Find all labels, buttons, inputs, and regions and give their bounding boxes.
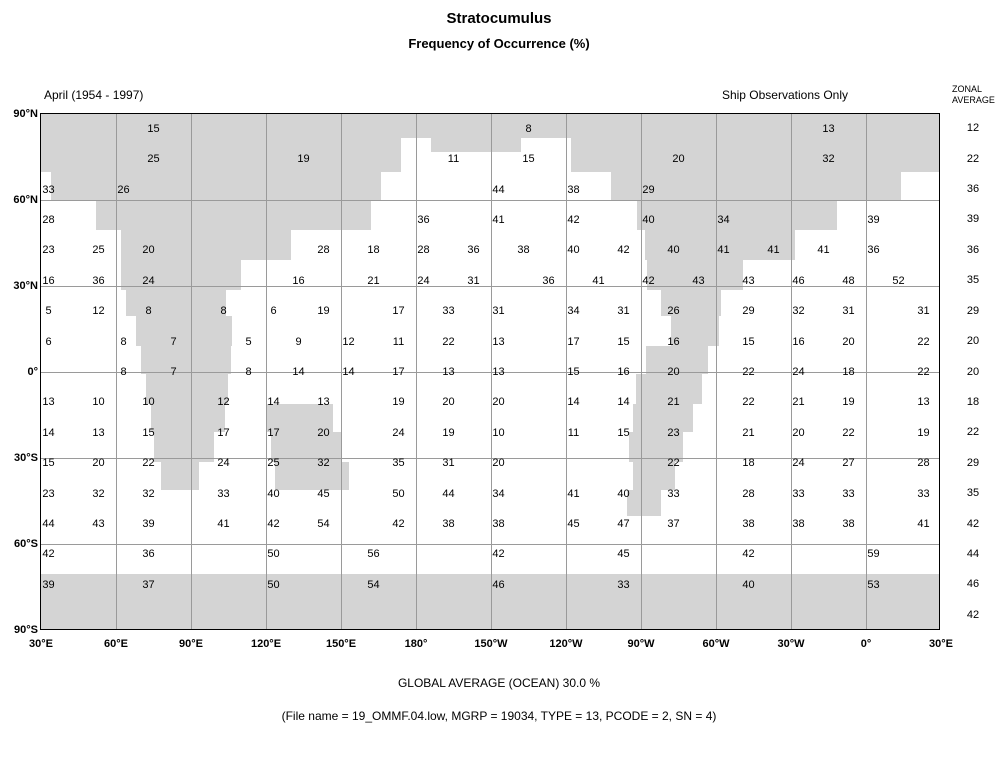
y-tick-90n: 90°N [13,108,38,120]
map-cell-value: 24 [217,457,230,470]
map-cell-value: 8 [245,366,252,378]
map-cell-value: 8 [145,305,152,318]
gridline-horizontal [41,200,939,201]
map-cell-value: 40 [667,244,680,257]
map-cell-value: 10 [92,396,105,409]
x-tick-90w: 90°W [627,638,655,650]
map-cell-value: 32 [92,487,105,500]
map-cell-value: 22 [742,396,755,409]
y-tick-0: 0° [27,366,38,378]
zonal-average-value: 29 [966,304,980,317]
map-cell-value: 14 [342,366,355,378]
source-label: Ship Observations Only [721,88,848,102]
map-cell-value: 31 [492,305,505,318]
map-cell-value: 28 [742,487,755,500]
zonal-average-header-line2: AVERAGE [952,95,995,105]
zonal-average-value: 22 [966,152,980,165]
map-cell-value: 31 [617,305,630,318]
map-cell-value: 41 [767,244,780,257]
map-cell-value: 39 [867,213,880,226]
map-cell-value: 32 [142,487,155,500]
map-cell-value: 15 [617,426,630,439]
map-cell-value: 14 [42,426,55,439]
map-cell-value: 14 [617,396,630,409]
map-cell-value: 15 [742,335,755,348]
map-cell-value: 15 [147,122,160,135]
map-cell-value: 16 [42,274,55,287]
y-tick-30n: 30°N [13,280,38,292]
map-cell-value: 41 [592,274,605,287]
map-cell-value: 36 [542,274,555,287]
x-tick-90e: 90°E [179,638,203,650]
map-cell-value: 33 [617,578,630,591]
zonal-average-value: 12 [966,122,980,135]
map-cell-value: 42 [567,213,580,226]
map-cell-value: 8 [220,305,227,318]
map-cell-value: 23 [42,487,55,500]
map-cell-value: 50 [392,487,405,500]
zonal-average-value: 36 [966,183,980,196]
map-cell-value: 38 [492,518,505,531]
map-cell-value: 38 [742,518,755,531]
map-cell-value: 36 [417,213,430,226]
map-cell-value: 33 [917,487,930,500]
map-cell-value: 24 [142,274,155,287]
map-cell-value: 18 [842,366,855,378]
map-cell-value: 40 [742,578,755,591]
map-cell-value: 7 [170,335,177,348]
map-cell-value: 13 [917,396,930,409]
map-cell-value: 20 [792,426,805,439]
map-cell-value: 33 [217,487,230,500]
map-cell-value: 59 [867,548,880,561]
map-cell-value: 54 [317,518,330,531]
map-cell-value: 44 [42,518,55,531]
map-cell-value: 20 [492,457,505,470]
map-cell-value: 17 [567,335,580,348]
map-cell-value: 13 [492,366,505,378]
map-cell-value: 24 [792,366,805,378]
x-tick-60e: 60°E [104,638,128,650]
x-tick-180: 180° [404,638,428,650]
map-cell-value: 37 [142,578,155,591]
map-cell-value: 16 [792,335,805,348]
map-cell-value: 44 [442,487,455,500]
map-cell-value: 29 [642,183,655,196]
map-cell-value: 36 [142,548,155,561]
x-tick-30e-right: 30°E [929,638,953,650]
map-cell-value: 33 [42,183,55,196]
map-cell-value: 11 [447,153,460,166]
map-cell-value: 42 [742,548,755,561]
x-tick-0: 0° [860,638,872,650]
map-cell-value: 22 [842,426,855,439]
map-cell-value: 21 [742,426,755,439]
map-cell-value: 5 [45,305,52,318]
map-cell-value: 16 [667,335,680,348]
map-cell-value: 20 [92,457,105,470]
map-cell-value: 50 [267,548,280,561]
map-cell-value: 23 [42,244,55,257]
land-mass [637,200,837,230]
zonal-average-value: 18 [966,395,980,408]
map-cell-value: 15 [42,457,55,470]
map-cell-value: 20 [317,426,330,439]
map-cell-value: 41 [492,213,505,226]
x-tick-120w: 120°W [549,638,583,650]
x-tick-60w: 60°W [702,638,730,650]
map-cell-value: 21 [367,274,380,287]
map-cell-value: 38 [792,518,805,531]
map-cell-value: 40 [642,213,655,226]
map-cell-value: 22 [442,335,455,348]
map-cell-value: 56 [367,548,380,561]
map-cell-value: 42 [267,518,280,531]
map-cell-value: 34 [492,487,505,500]
map-cell-value: 13 [822,122,835,135]
land-mass [96,200,371,230]
map-cell-value: 41 [217,518,230,531]
map-cell-value: 12 [217,396,230,409]
map-cell-value: 38 [842,518,855,531]
map-cell-value: 10 [492,426,505,439]
map-cell-value: 50 [267,578,280,591]
gridline-horizontal [41,544,939,545]
map-cell-value: 39 [142,518,155,531]
map-cell-value: 25 [92,244,105,257]
map-cell-value: 52 [892,274,905,287]
map-cell-value: 8 [525,122,532,135]
map-cell-value: 42 [642,274,655,287]
map-cell-value: 34 [717,213,730,226]
map-cell-value: 38 [517,244,530,257]
period-label: April (1954 - 1997) [44,88,144,102]
zonal-average-value: 35 [966,487,980,500]
map-cell-value: 15 [522,153,535,166]
map-cell-value: 6 [270,305,277,318]
map-cell-value: 33 [842,487,855,500]
map-cell-value: 17 [217,426,230,439]
map-cell-value [936,215,941,226]
x-tick-150w: 150°W [474,638,508,650]
map-cell-value: 24 [417,274,430,287]
map-cell-value: 20 [842,335,855,348]
x-tick-150e: 150°E [325,638,357,650]
map-cell-value: 38 [567,183,580,196]
map-cell-value: 33 [792,487,805,500]
map-cell-value: 20 [667,366,680,378]
map-cell-value: 26 [117,183,130,196]
map-cell-value: 33 [667,487,680,500]
map-cell-value: 25 [147,153,160,166]
map-cell-value: 13 [492,335,505,348]
map-cell-value: 20 [672,153,685,166]
y-tick-60n: 60°N [13,194,38,206]
zonal-average-value: 36 [966,243,980,256]
map-cell-value: 42 [617,244,630,257]
map-cell-value: 6 [45,335,52,348]
map-cell-value: 19 [842,396,855,409]
map-cell-value: 19 [442,426,455,439]
map-cell-value: 17 [392,305,405,318]
x-tick-30e-left: 30°E [29,638,53,650]
map-cell-value: 40 [267,487,280,500]
map-cell-value: 31 [467,274,480,287]
zonal-average-header [952,84,998,106]
map-cell-value: 19 [917,426,930,439]
map-cell-value: 35 [392,457,405,470]
zonal-average-value: 22 [966,426,980,439]
map-cell-value: 25 [267,457,280,470]
map-cell-value: 31 [917,305,930,318]
land-mass [41,138,401,172]
map-cell-value: 32 [317,457,330,470]
map-cell-value: 22 [667,457,680,470]
map-cell-value: 38 [442,518,455,531]
map-cell-value: 42 [392,518,405,531]
map-cell-value: 22 [142,457,155,470]
map-cell-value: 53 [867,578,880,591]
land-mass [431,138,521,152]
map-cell-value: 24 [792,457,805,470]
file-name-label: (File name = 19_OMMF.04.low, MGRP = 19034, TYPE = 13, PCODE = 2, SN = 4) [281,709,717,723]
map-cell-value: 13 [92,426,105,439]
map-cell-value: 20 [442,396,455,409]
map-cell-value: 45 [567,518,580,531]
zonal-average-value: 35 [966,274,980,287]
map-cell-value: 11 [392,335,405,348]
map-cell-value: 40 [617,487,630,500]
map-cell-value: 7 [170,366,177,378]
map-cell-value: 36 [467,244,480,257]
zonal-average-value: 42 [966,517,980,530]
map-cell-value: 12 [92,305,105,318]
x-tick-120e: 120°E [250,638,282,650]
map-cell-value: 19 [297,153,310,166]
map-cell-value: 45 [617,548,630,561]
map-cell-value: 34 [567,305,580,318]
map-cell-value: 41 [717,244,730,257]
map-cell-value: 15 [142,426,155,439]
map-cell-value: 14 [567,396,580,409]
zonal-average-value: 44 [966,547,980,560]
map-cell-value: 23 [667,426,680,439]
map-cell-value: 11 [567,426,580,439]
map-cell-value: 29 [742,305,755,318]
map-cell-value: 14 [292,366,305,378]
map-cell-value: 42 [492,548,505,561]
map-cell-value: 42 [42,548,55,561]
zonal-average-value: 42 [966,608,980,621]
map-cell-value: 39 [42,578,55,591]
map-cell-value: 21 [667,396,680,409]
map-cell-value: 5 [245,335,252,348]
map-cell-value: 36 [92,274,105,287]
map-cell-value: 43 [92,518,105,531]
map-cell-value: 21 [792,396,805,409]
map-cell-value: 10 [142,396,155,409]
zonal-average-value: 46 [966,578,980,591]
zonal-average-value: 20 [966,335,980,348]
map-cell-value: 33 [442,305,455,318]
map-cell-value [936,185,941,196]
land-mass [161,462,199,490]
map-cell-value: 28 [417,244,430,257]
map-cell-value: 26 [667,305,680,318]
map-cell-value: 15 [567,366,580,378]
map-cell-value: 45 [317,487,330,500]
map-cell-value: 46 [792,274,805,287]
map-cell-value: 20 [492,396,505,409]
map-cell-value: 37 [667,518,680,531]
map-cell-value: 36 [867,244,880,257]
zonal-average-value: 39 [966,213,980,226]
map-cell-value: 41 [817,244,830,257]
map-cell-value: 48 [842,274,855,287]
map-cell-value: 20 [142,244,155,257]
y-tick-30s: 30°S [14,452,38,464]
map-cell-value: 31 [442,457,455,470]
map-cell-value: 44 [492,183,505,196]
map-cell-value: 32 [792,305,805,318]
world-map-heatmap [40,113,940,630]
land-mass [51,172,381,200]
map-cell-value: 22 [917,366,930,378]
zonal-average-value: 20 [966,365,980,378]
global-average-label: GLOBAL AVERAGE (OCEAN) 30.0 % [397,676,601,690]
map-cell-value: 19 [392,396,405,409]
map-cell-value: 28 [42,213,55,226]
map-cell-value: 12 [342,335,355,348]
map-cell-value: 9 [295,335,302,348]
map-cell-value: 18 [367,244,380,257]
map-cell-value: 54 [367,578,380,591]
y-tick-90s: 90°S [14,624,38,636]
map-cell-value: 13 [317,396,330,409]
map-cell-value: 13 [42,396,55,409]
zonal-average-header-line1: ZONAL [952,84,983,94]
page-subtitle: Frequency of Occurrence (%) [408,36,590,51]
land-mass [571,138,940,172]
map-cell-value: 32 [822,153,835,166]
map-cell-value: 27 [842,457,855,470]
map-cell-value: 17 [267,426,280,439]
map-cell-value: 43 [692,274,705,287]
map-cell-value: 40 [567,244,580,257]
map-cell-value: 22 [742,366,755,378]
map-cell-value: 15 [617,335,630,348]
map-cell-value: 31 [842,305,855,318]
map-cell-value: 43 [742,274,755,287]
page-title: Stratocumulus [446,10,552,27]
map-cell-value: 18 [742,457,755,470]
map-cell-value: 13 [442,366,455,378]
map-cell-value: 17 [392,366,405,378]
x-tick-30w: 30°W [777,638,805,650]
zonal-average-value: 29 [966,456,980,469]
map-cell-value: 14 [267,396,280,409]
map-cell-value: 8 [120,335,127,348]
map-cell-value: 47 [617,518,630,531]
map-cell-value: 41 [917,518,930,531]
map-cell-value: 22 [917,335,930,348]
y-tick-60s: 60°S [14,538,38,550]
map-cell-value: 8 [120,366,127,378]
map-cell-value: 28 [917,457,930,470]
map-cell-value: 19 [317,305,330,318]
map-cell-value: 46 [492,578,505,591]
map-cell-value: 16 [292,274,305,287]
map-cell-value [936,276,941,287]
map-cell-value: 16 [617,366,630,378]
map-cell-value: 41 [567,487,580,500]
map-cell-value: 28 [317,244,330,257]
map-cell-value: 24 [392,426,405,439]
